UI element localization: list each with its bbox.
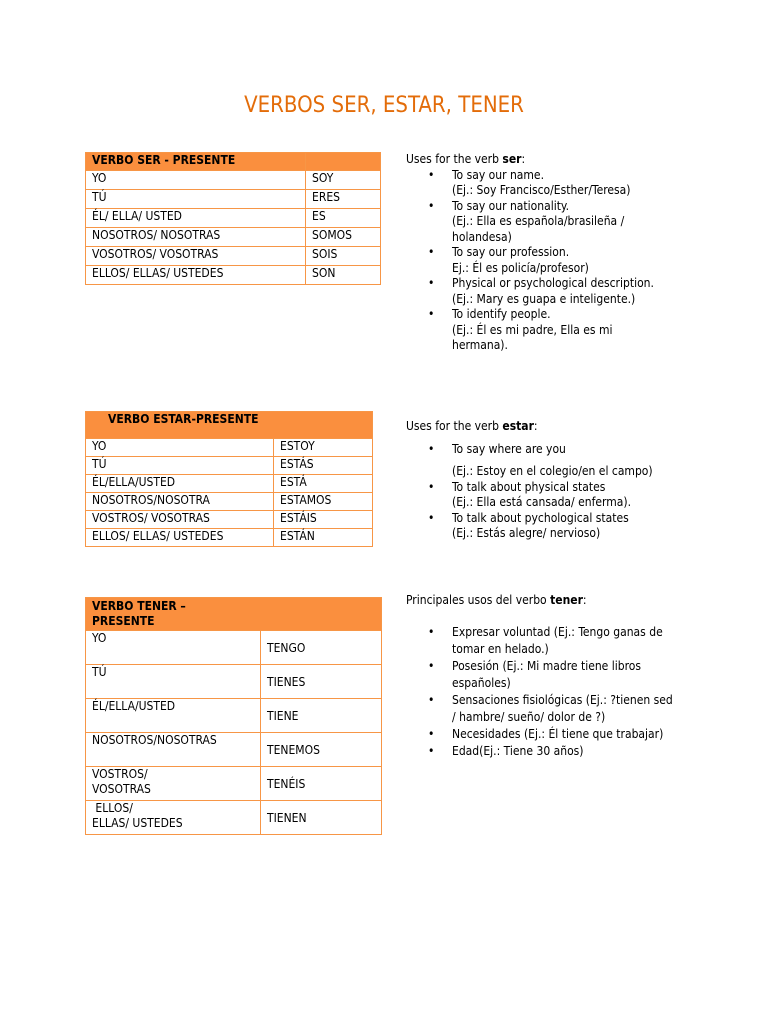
uses-heading-colon: : xyxy=(521,152,526,166)
use-text: Posesión (Ej.: Mi madre tiene libros xyxy=(452,659,642,673)
table-row xyxy=(86,511,373,529)
uses-heading-text: Uses for the verb xyxy=(406,419,503,433)
table-header-empty xyxy=(306,153,381,171)
uses-list xyxy=(406,624,736,760)
verb-form-cell: TENÉIS xyxy=(261,767,382,801)
list-item xyxy=(406,624,736,658)
pronoun-cell: ÉL/ ELLA/ USTED xyxy=(86,209,306,228)
use-text-cont: / hambre/ sueño/ dolor de ?) xyxy=(452,710,606,724)
use-text: Edad(Ej.: Tiene 30 años) xyxy=(452,744,584,758)
use-example: (Ej.: Mary es guapa e inteligente.) xyxy=(452,291,636,306)
list-item xyxy=(406,168,726,199)
table-row xyxy=(86,801,382,835)
uses-heading-colon: : xyxy=(533,419,538,433)
pronoun-line2: ELLAS/ USTEDES xyxy=(92,816,183,830)
list-item xyxy=(406,245,726,276)
pronoun-line1: YO xyxy=(92,631,107,645)
list-item xyxy=(406,276,726,307)
table-header xyxy=(86,598,382,631)
use-example: (Ej.: Ella es española/brasileña / holandesa) xyxy=(452,214,625,244)
pronoun-cell xyxy=(86,733,261,767)
uses-heading-verb: estar xyxy=(502,419,534,433)
table-header: VERBO SER - PRESENTE xyxy=(86,153,306,171)
list-item xyxy=(406,442,726,480)
pronoun-cell: YO xyxy=(86,171,306,190)
use-text: Necesidades (Ej.: Él tiene que trabajar) xyxy=(452,727,664,741)
pronoun-line1: NOSOTROS/NOSOTRAS xyxy=(92,733,217,747)
use-text: Physical or psychological description. xyxy=(452,276,654,290)
pronoun-cell xyxy=(86,631,261,665)
table-row xyxy=(86,247,381,266)
table-row xyxy=(86,733,382,767)
table-row xyxy=(86,699,382,733)
table-row xyxy=(86,209,381,228)
verb-form-cell: TENEMOS xyxy=(261,733,382,767)
pronoun-cell: TÚ xyxy=(86,190,306,209)
ser-uses xyxy=(406,152,726,354)
pronoun-line2: VOSOTRAS xyxy=(92,782,151,796)
table-row xyxy=(86,439,373,457)
pronoun-cell xyxy=(86,665,261,699)
list-item xyxy=(406,480,726,511)
verb-form-cell: TENGO xyxy=(261,631,382,665)
ser-conjugation-table xyxy=(85,152,381,285)
pronoun-line1: ELLOS/ xyxy=(92,801,133,815)
pronoun-cell: VOSOTROS/ VOSOTRAS xyxy=(86,247,306,266)
use-text: Sensaciones fisiológicas (Ej.: ?tienen sed xyxy=(452,693,673,707)
verb-form-cell: SOY xyxy=(306,171,381,190)
tener-conjugation-table xyxy=(85,597,382,835)
use-text: Expresar voluntad (Ej.: Tengo ganas de xyxy=(452,625,663,639)
table-row xyxy=(86,190,381,209)
pronoun-cell xyxy=(86,699,261,733)
list-item xyxy=(406,511,726,542)
table-header-row xyxy=(86,412,373,439)
verb-form-cell: SOIS xyxy=(306,247,381,266)
use-text: To say our name. xyxy=(452,167,544,182)
table-row xyxy=(86,475,373,493)
verb-form-cell: SON xyxy=(306,266,381,285)
use-example: (Ej.: Estás alegre/ nervioso) xyxy=(452,526,601,540)
pronoun-cell: YO xyxy=(86,439,274,457)
uses-heading-text: Uses for the verb xyxy=(406,152,503,166)
uses-heading-verb: ser xyxy=(502,152,522,166)
uses-list xyxy=(406,442,726,542)
estar-uses xyxy=(406,419,726,542)
pronoun-line1: VOSTROS/ xyxy=(92,767,148,781)
verb-form-cell: ERES xyxy=(306,190,381,209)
verb-form-cell: TIENES xyxy=(261,665,382,699)
pronoun-cell xyxy=(86,801,261,835)
pronoun-cell: ELLOS/ ELLAS/ USTEDES xyxy=(86,529,274,547)
verb-form-cell: ES xyxy=(306,209,381,228)
table-row xyxy=(86,767,382,801)
verb-form-cell: TIENEN xyxy=(261,801,382,835)
uses-heading-text: Principales usos del verbo xyxy=(406,593,551,607)
table-row xyxy=(86,529,373,547)
table-header-line2: PRESENTE xyxy=(92,614,155,628)
table-header-row xyxy=(86,598,382,631)
tener-uses xyxy=(406,592,736,760)
use-example: (Ej.: Ella está cansada/ enferma). xyxy=(452,495,632,509)
verb-form-cell: ESTAMOS xyxy=(274,493,373,511)
use-example: (Ej.: Él es mi padre, Ella es mi hermana). xyxy=(452,322,613,352)
uses-list xyxy=(406,168,726,354)
use-example: (Ej.: Soy Francisco/Esther/Teresa) xyxy=(452,183,631,197)
table-header-line1: VERBO TENER – xyxy=(92,599,186,613)
list-item xyxy=(406,658,736,692)
list-item xyxy=(406,307,726,354)
verb-form-cell: ESTÁN xyxy=(274,529,373,547)
estar-conjugation-table xyxy=(85,411,373,547)
pronoun-cell xyxy=(86,767,261,801)
verb-form-cell: ESTÁS xyxy=(274,457,373,475)
verb-form-cell: ESTÁ xyxy=(274,475,373,493)
table-row xyxy=(86,493,373,511)
use-text: To say our nationality. xyxy=(452,198,570,213)
document-title: VERBOS SER, ESTAR, TENER xyxy=(244,93,524,118)
list-item xyxy=(406,726,736,743)
verb-form-cell: SOMOS xyxy=(306,228,381,247)
pronoun-line1: TÚ xyxy=(92,665,107,679)
uses-heading xyxy=(406,419,726,435)
use-text-cont: españoles) xyxy=(452,676,511,690)
pronoun-cell: TÚ xyxy=(86,457,274,475)
pronoun-line1: ÉL/ELLA/USTED xyxy=(92,699,176,713)
use-example: (Ej.: Estoy en el colegio/en el campo) xyxy=(452,464,653,478)
uses-heading xyxy=(406,592,736,609)
uses-heading-colon: : xyxy=(582,593,587,607)
list-item xyxy=(406,692,736,726)
pronoun-cell: ÉL/ELLA/USTED xyxy=(86,475,274,493)
use-text-cont: tomar en helado.) xyxy=(452,642,549,656)
use-example: Ej.: Él es policía/profesor) xyxy=(452,260,589,275)
list-item xyxy=(406,743,736,760)
table-header-row xyxy=(86,153,381,171)
use-text: To identify people. xyxy=(452,307,551,321)
pronoun-cell: VOSTROS/ VOSOTRAS xyxy=(86,511,274,529)
table-row xyxy=(86,631,382,665)
uses-heading-verb: tener xyxy=(550,593,583,607)
table-row xyxy=(86,457,373,475)
table-row xyxy=(86,266,381,285)
pronoun-cell: NOSOTROS/NOSOTRA xyxy=(86,493,274,511)
verb-form-cell: TIENE xyxy=(261,699,382,733)
table-header: VERBO ESTAR-PRESENTE xyxy=(86,412,373,439)
verb-form-cell: ESTOY xyxy=(274,439,373,457)
use-text: To talk about pychological states xyxy=(452,510,629,525)
use-text: To say where are you xyxy=(452,441,566,456)
use-text: To talk about physical states xyxy=(452,479,606,494)
table-row xyxy=(86,228,381,247)
table-row xyxy=(86,665,382,699)
table-row xyxy=(86,171,381,190)
verb-form-cell: ESTÁIS xyxy=(274,511,373,529)
pronoun-cell: ELLOS/ ELLAS/ USTEDES xyxy=(86,266,306,285)
list-item xyxy=(406,199,726,246)
pronoun-cell: NOSOTROS/ NOSOTRAS xyxy=(86,228,306,247)
use-text: To say our profession. xyxy=(452,245,570,259)
uses-heading xyxy=(406,152,726,168)
